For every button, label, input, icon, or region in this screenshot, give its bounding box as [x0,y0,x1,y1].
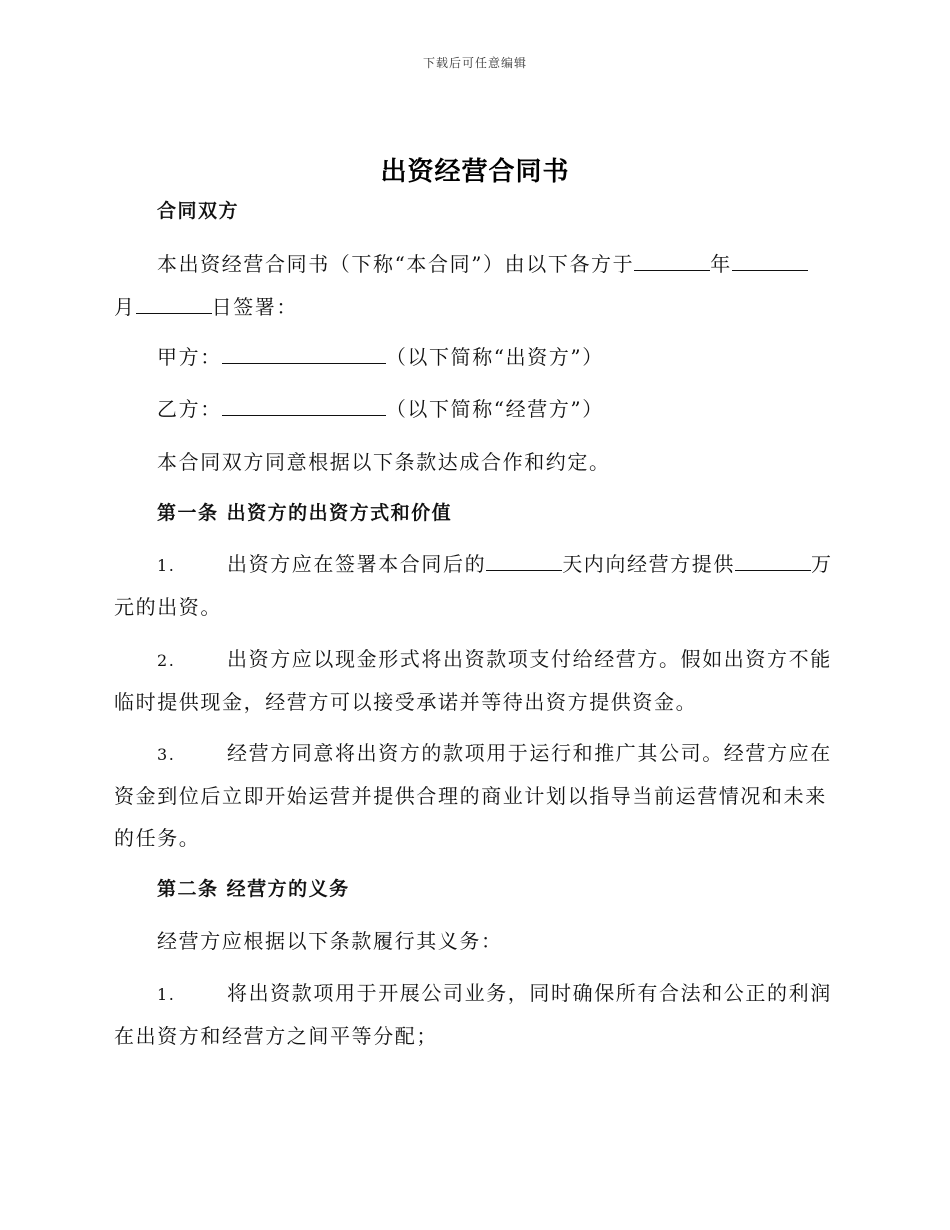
article2-item1-line1 [114,979,877,1009]
article2-intro: 经营方应根据以下条款履行其义务： [157,929,503,953]
days-blank [486,552,562,571]
article1-item3-line3: 的任务。 [114,826,201,850]
party-b-alias: （以下简称“经营方”） [385,397,604,421]
article1-item1-line2: 元的出资。 [114,595,222,619]
item-text: 出资方应在签署本合同后的 [227,552,487,576]
document-title: 出资经营合同书 [380,157,570,187]
article1-item2-line2: 临时提供现金，经营方可以接受承诺并等待出资方提供资金。 [114,690,698,714]
party-b-line [114,395,877,423]
item-text: 经营方同意将出资方的款项用于运行和推广其公司。经营方应在 [227,741,832,765]
article1-item3-line2: 资金到位后立即开始运营并提供合理的商业计划以指导当前运营情况和未来 [114,784,827,808]
article1-item3-line1 [114,739,877,769]
day-signed-label: 日签署： [211,295,299,319]
item-number: 1. [157,985,176,1004]
party-b-blank [222,397,386,416]
item-text: 出资方应以现金形式将出资款项支付给经营方。假如出资方不能 [227,647,832,671]
party-a-label: 甲方： [157,345,222,369]
item-text: 天内向经营方提供 [562,552,736,576]
parties-heading: 合同双方 [157,200,240,222]
item-number: 1. [157,556,176,575]
party-a-alias: （以下简称“出资方”） [385,345,604,369]
party-a-line [114,343,877,371]
party-a-blank [222,345,386,364]
article1-item1-line1 [114,550,877,580]
month-label: 月 [114,295,136,319]
intro-line-2 [114,293,834,321]
intro-text: 本出资经营合同书（下称“本合同”）由以下各方于 [157,252,635,276]
article2-item1-line2: 在出资方和经营方之间平等分配； [114,1024,438,1048]
day-blank [136,295,212,314]
year-blank [634,252,710,271]
article1-item2-line1 [114,645,877,675]
article2-heading: 第二条 经营方的义务 [157,878,350,900]
intro-line-1 [114,250,877,278]
item-text: 将出资款项用于开展公司业务，同时确保所有合法和公正的利润 [227,981,832,1005]
header-note: 下载后可任意编辑 [422,56,527,70]
amount-blank [735,552,811,571]
item-number: 2. [157,651,176,670]
item-text: 万 [811,552,833,576]
year-label: 年 [710,252,732,276]
item-number: 3. [157,745,176,764]
party-b-label: 乙方： [157,397,222,421]
agreement-line: 本合同双方同意根据以下条款达成合作和约定。 [157,450,611,474]
article1-heading: 第一条 出资方的出资方式和价值 [157,502,453,524]
month-blank [732,252,808,271]
